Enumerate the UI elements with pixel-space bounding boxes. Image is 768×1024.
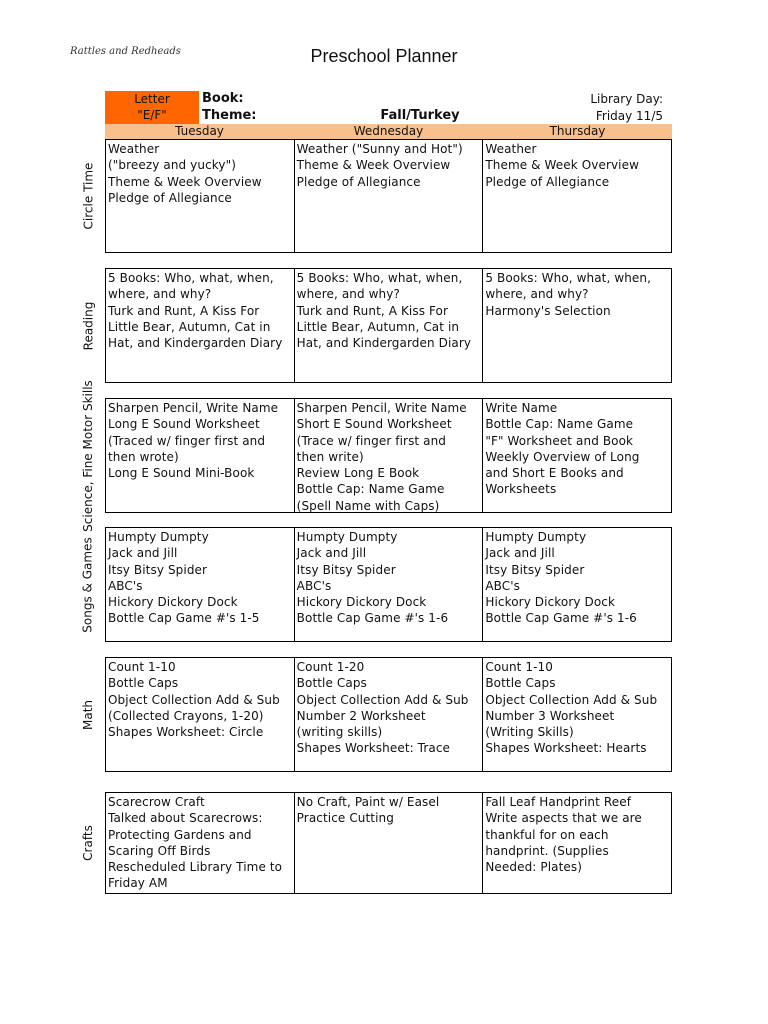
planner-header <box>105 91 671 124</box>
cell-thursday: Write Name Bottle Cap: Name Game "F" Worksheet and Book Weekly Overview of Long and Short E Books and Worksheets <box>485 401 640 497</box>
letter-box <box>105 91 199 124</box>
day-thursday: Thursday <box>549 124 606 138</box>
cell-tuesday: Count 1-10 Bottle Caps Object Collection Add & Sub (Collected Crayons, 1-20) Shapes Worksheet: Circle <box>106 658 295 771</box>
section-songs-games <box>70 527 672 642</box>
cell-tuesday: 5 Books: Who, what, when, where, and why? Turk and Runt, A Kiss For Little Bear, Autumn, Cat in Hat, and Kindergarden Diary <box>106 269 295 382</box>
section-label: Circle Time <box>81 162 96 230</box>
cell-wednesday: Humpty Dumpty Jack and Jill Itsy Bitsy Spider ABC's Hickory Dickory Dock Bottle Cap Game #'s 1-6 <box>295 528 484 641</box>
section-math <box>70 657 672 772</box>
cell-thursday: Weather Theme & Week Overview Pledge of Allegiance <box>485 142 640 189</box>
cell-thursday: Fall Leaf Handprint Reef Write aspects that we are thankful for on each handprint. (Supplies Needed: Plates) <box>485 795 642 875</box>
section-reading <box>70 268 672 383</box>
cell-thursday: 5 Books: Who, what, when, where, and why? Harmony's Selection <box>485 271 652 318</box>
cell-tuesday: Humpty Dumpty Jack and Jill Itsy Bitsy Spider ABC's Hickory Dickory Dock Bottle Cap Game #'s 1-5 <box>106 528 295 641</box>
section-science-fine-motor <box>70 379 672 532</box>
section-grid <box>105 398 672 513</box>
cell-tuesday: Scarecrow Craft Talked about Scarecrows: Protecting Gardens and Scaring Off Birds Rescheduled Library Time to Friday AM <box>106 793 295 893</box>
library-day-label: Library Day: <box>590 92 663 106</box>
book-label: Book: <box>202 91 244 106</box>
section-grid <box>105 139 672 253</box>
section-label: Songs & Games <box>81 536 95 633</box>
cell-thursday: Count 1-10 Bottle Caps Object Collection Add & Sub Number 3 Worksheet (Writing Skills) Shapes Worksheet: Hearts <box>485 660 658 756</box>
section-label: Reading <box>81 301 95 350</box>
section-label: Math <box>81 699 95 730</box>
section-grid <box>105 268 672 383</box>
theme-value: Fall/Turkey <box>380 108 460 123</box>
cell-thursday: Humpty Dumpty Jack and Jill Itsy Bitsy Spider ABC's Hickory Dickory Dock Bottle Cap Game #'s 1-6 <box>485 530 637 626</box>
cell-tuesday: Sharpen Pencil, Write Name Long E Sound Worksheet (Traced w/ finger first and then wrote) Long E Sound Mini-Book <box>106 399 295 512</box>
page-title: Preschool Planner <box>310 46 458 66</box>
library-day-value: Friday 11/5 <box>595 109 663 123</box>
cell-wednesday: Sharpen Pencil, Write Name Short E Sound Worksheet (Trace w/ finger first and then write) Review Long E Book Bottle Cap: Name Game (Spell Name with Caps) <box>295 399 484 512</box>
day-wednesday: Wednesday <box>353 124 424 138</box>
section-grid <box>105 792 672 894</box>
section-circle-time <box>70 139 672 253</box>
section-grid <box>105 657 672 772</box>
day-tuesday: Tuesday <box>175 124 224 138</box>
section-crafts <box>70 792 672 894</box>
cell-tuesday: Weather ("breezy and yucky") Theme & Week Overview Pledge of Allegiance <box>106 140 295 252</box>
theme-label: Theme: <box>202 108 257 123</box>
day-header-row <box>105 124 672 139</box>
letter-value: "E/F" <box>137 108 167 122</box>
cell-wednesday: Count 1-20 Bottle Caps Object Collection Add & Sub Number 2 Worksheet (writing skills) Shapes Worksheet: Trace <box>295 658 484 771</box>
cell-wednesday: Weather ("Sunny and Hot") Theme & Week Overview Pledge of Allegiance <box>295 140 484 252</box>
cell-wednesday: No Craft, Paint w/ Easel Practice Cutting <box>295 793 484 893</box>
letter-label: Letter <box>134 92 170 106</box>
section-label: Science, Fine Motor Skills <box>81 379 95 532</box>
section-grid <box>105 527 672 642</box>
brand-signature: Rattles and Redheads <box>70 46 181 57</box>
section-label: Crafts <box>80 825 95 861</box>
cell-wednesday: 5 Books: Who, what, when, where, and why? Turk and Runt, A Kiss For Little Bear, Autumn, Cat in Hat, and Kindergarden Diary <box>295 269 484 382</box>
